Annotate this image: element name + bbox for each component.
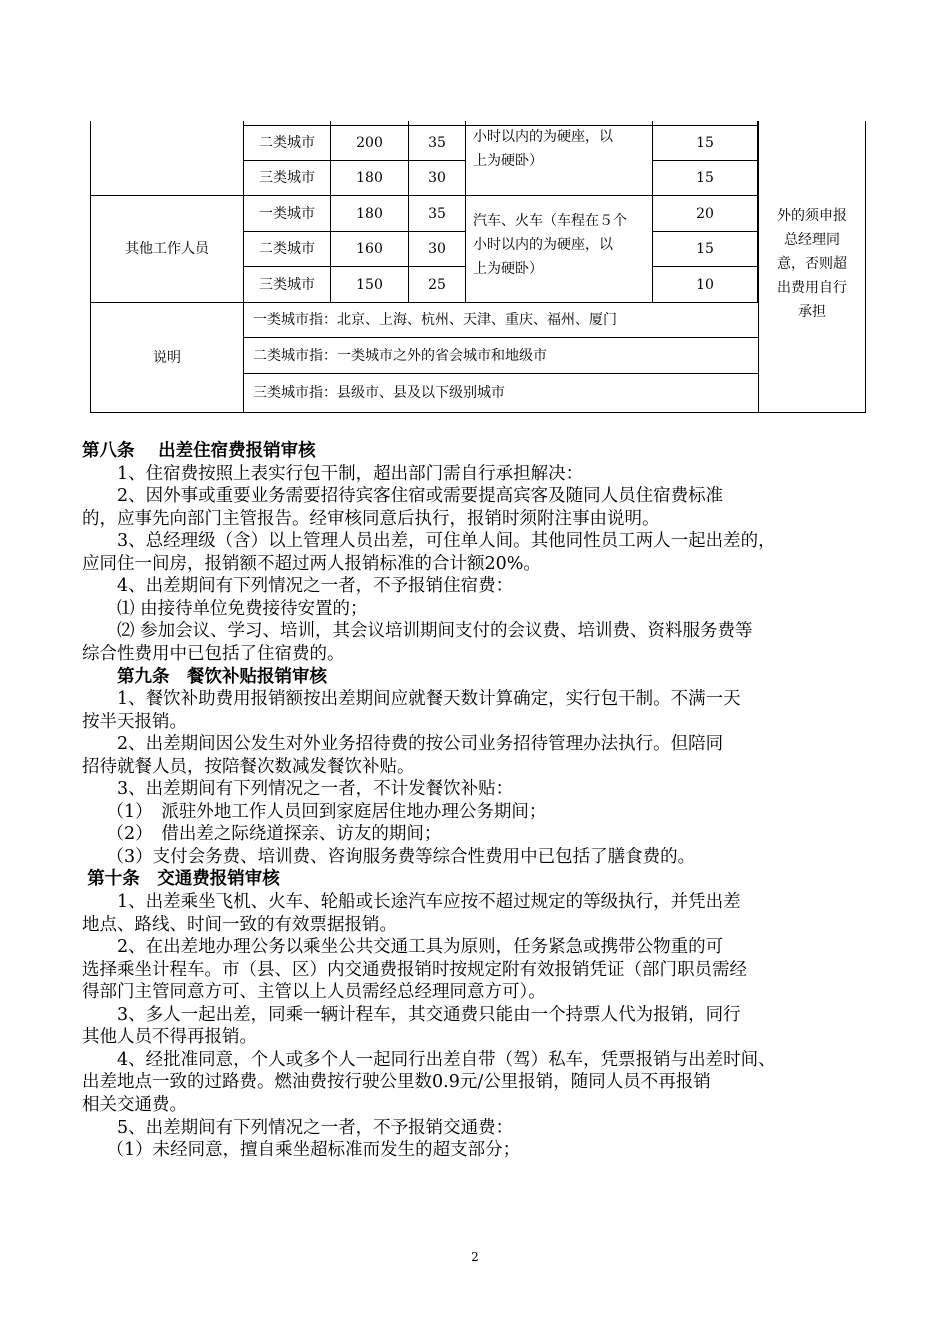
lodging-cell: 180 [356, 169, 383, 186]
text-line: 2、出差期间因公发生对外业务招待费的按公司业务招待管理办法执行。但陪同 [117, 734, 724, 755]
lodging-cell: 150 [356, 276, 383, 293]
text-line: 招待就餐人员，按陪餐次数减发餐饮补贴。 [82, 756, 415, 777]
section-heading: 第九条 餐饮补贴报销审核 [117, 666, 327, 687]
text-line: 3、多人一起出差，同乘一辆计程车，其交通费只能由一个持票人代为报销，同行 [117, 1004, 741, 1025]
city-tier-cell: 二类城市 [259, 240, 315, 257]
transport-cell: 15 [696, 240, 714, 257]
text-line: ⑴ 由接待单位免费接待安置的； [117, 598, 368, 619]
text-line: 其他人员不得再报销。 [82, 1027, 257, 1048]
text-line: 按半天报销。 [82, 711, 187, 732]
text-line: 3、总经理级（含）以上管理人员出差，可住单人间。其他同性员工两人一起出差的， [117, 531, 776, 552]
section-heading: 第十条 交通费报销审核 [87, 869, 280, 890]
text-line: 选择乘坐计程车。市（县、区）内交通费报销时按规定附有效报销凭证（部门职员需经 [82, 959, 747, 980]
text-line: 3、出差期间有下列情况之一者，不计发餐饮补贴： [117, 779, 514, 800]
text-line: 1、住宿费按照上表实行包干制，超出部门需自行承担解决： [117, 463, 584, 484]
city-tier-cell: 一类城市 [259, 205, 315, 222]
explain-label: 说明 [153, 349, 181, 366]
text-line: 2、因外事或重要业务需要招待宾客住宿或需要提高宾客及随同人员住宿费标准 [117, 486, 724, 507]
page-number: 2 [471, 1250, 479, 1264]
text-line: 2、在出差地办理公务以乘坐公共交通工具为原则，任务紧急或携带公物重的可 [117, 937, 724, 958]
text-line: 相关交通费。 [82, 1094, 187, 1115]
text-line: 4、经批准同意，个人或多个人一起同行出差自带（驾）私车，凭票报销与出差时间、 [117, 1049, 776, 1070]
lodging-cell: 160 [356, 240, 383, 257]
expense-standard-table [90, 121, 866, 413]
approval-note-line: 出费用自行 [777, 279, 847, 296]
text-line: 的，应事先向部门主管报告。经审核同意后执行，报销时须附注事由说明。 [82, 508, 660, 529]
text-line: 1、出差乘坐飞机、火车、轮船或长途汽车应按不超过规定的等级执行，并凭出差 [117, 892, 741, 912]
other-staff-label: 其他工作人员 [125, 241, 209, 257]
text-line: 应同住一间房，报销额不超过两人报销标准的合计额20%。 [82, 553, 541, 574]
transport-cell: 15 [696, 134, 714, 151]
lodging-cell: 200 [356, 134, 383, 151]
transport-rule-line: 汽车、火车（车程在５个 [473, 213, 627, 229]
transport-rule-line: 小时以内的为硬座，以 [473, 129, 613, 145]
meal-cell: 30 [428, 240, 446, 257]
meal-cell: 35 [428, 134, 446, 151]
lodging-cell: 180 [356, 205, 383, 222]
approval-note-line: 总经理同 [784, 231, 840, 248]
text-line: ⑵ 参加会议、学习、培训，其会议培训期间支付的会议费、培训费、资料服务费等 [117, 621, 753, 642]
section-heading: 第八条 出差住宿费报销审核 [82, 441, 316, 461]
text-line: （3）支付会务费、培训费、咨询服务费等综合性费用中已包括了膳食费的。 [106, 846, 696, 867]
text-line: 5、出差期间有下列情况之一者，不予报销交通费： [117, 1117, 514, 1138]
text-line: 综合性费用中已包括了住宿费的。 [82, 643, 345, 664]
transport-rule-line: 上为硬卧） [473, 261, 543, 277]
meal-cell: 30 [428, 169, 446, 186]
text-line: （2） 借出差之际绕道探亲、访友的期间； [106, 824, 442, 845]
city-tier-cell: 三类城市 [259, 276, 315, 293]
transport-cell: 20 [696, 205, 714, 222]
approval-note-line: 承担 [798, 303, 826, 320]
city-tier-cell: 三类城市 [259, 169, 315, 186]
approval-note-line: 意，否则超 [777, 255, 847, 272]
meal-cell: 35 [428, 205, 446, 222]
text-line: 得部门主管同意方可、主管以上人员需经总经理同意方可）。 [82, 982, 546, 1003]
text-line: 4、出差期间有下列情况之一者，不予报销住宿费： [117, 576, 514, 597]
city-tier-cell: 二类城市 [259, 134, 315, 151]
approval-note-line: 外的须申报 [777, 207, 847, 224]
meal-cell: 25 [428, 276, 446, 293]
text-line: （1） 派驻外地工作人员回到家庭居住地办理公务期间； [106, 801, 547, 822]
transport-rule-cell [473, 125, 651, 195]
explain-line: 一类城市指：北京、上海、杭州、天津、重庆、福州、厦门 [253, 312, 617, 328]
text-line: 出差地点一致的过路费。燃油费按行驶公里数0.9元/公里报销，随同人员不再报销 [82, 1072, 711, 1093]
explain-line: 三类城市指：县级市、县及以下级别城市 [253, 385, 505, 401]
explain-line: 二类城市指：一类城市之外的省会城市和地级市 [253, 347, 547, 364]
text-line: （1）未经同意，擅自乘坐超标准而发生的超支部分； [106, 1140, 521, 1161]
transport-rule-line: 上为硬卧） [473, 153, 543, 169]
text-line: 1、餐饮补助费用报销额按出差期间应就餐天数计算确定，实行包干制。不满一天 [117, 689, 741, 710]
approval-note-cell [759, 201, 865, 326]
transport-rule-cell [473, 209, 651, 289]
transport-rule-line: 小时以内的为硬座，以 [473, 237, 613, 253]
transport-cell: 10 [696, 276, 714, 293]
transport-cell: 15 [696, 169, 714, 186]
text-line: 地点、路线、时间一致的有效票据报销。 [82, 914, 397, 935]
